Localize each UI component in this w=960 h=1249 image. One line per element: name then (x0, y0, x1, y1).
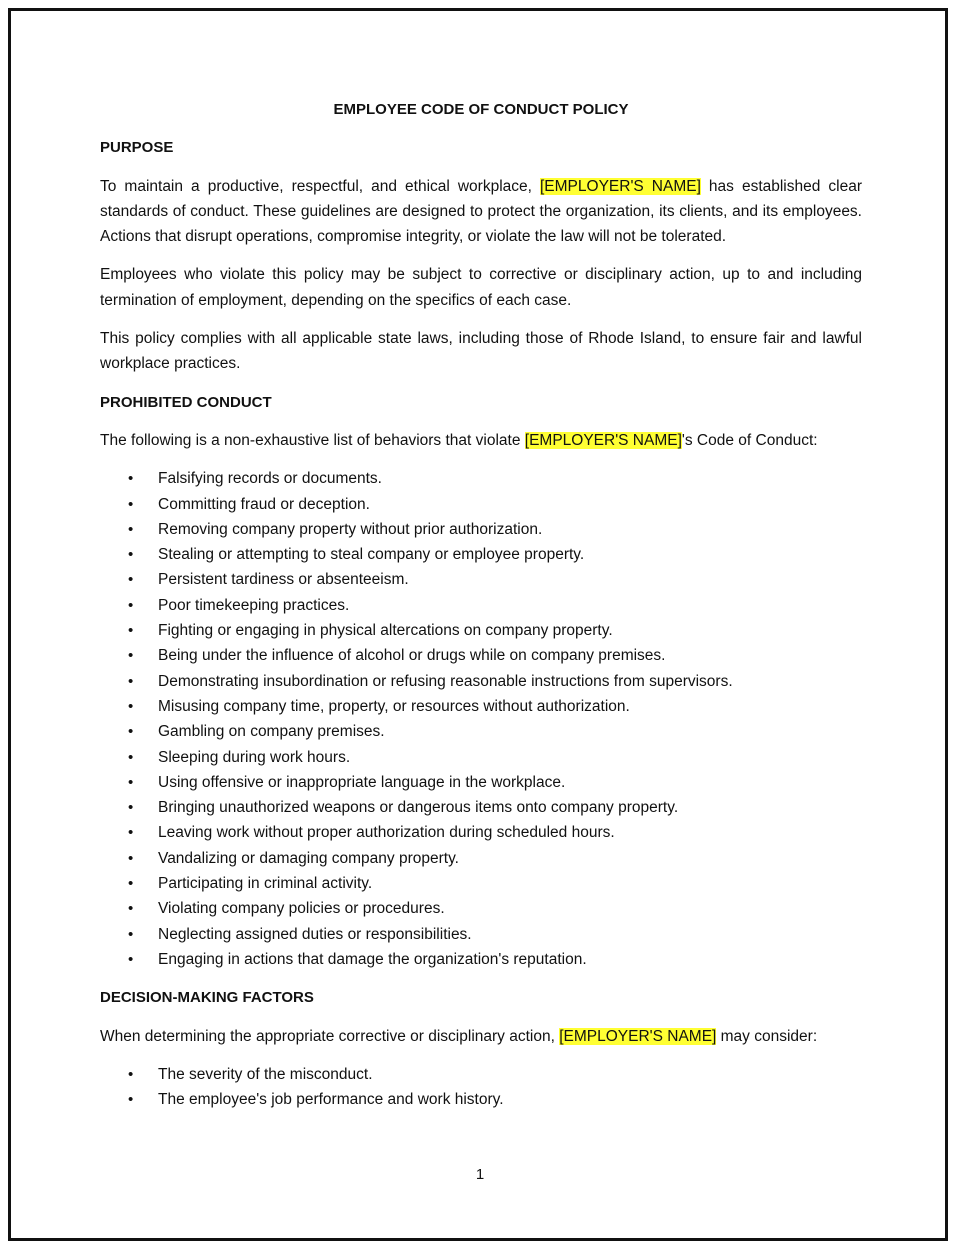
list-item-text: The employee's job performance and work history. (158, 1091, 504, 1109)
employer-name-placeholder: [EMPLOYER'S NAME] (524, 431, 682, 449)
list-item-text: Falsifying records or documents. (158, 470, 382, 488)
document-body (100, 97, 862, 1125)
list-item (100, 719, 862, 744)
bullet-icon: • (128, 925, 134, 943)
bullet-icon: • (128, 950, 134, 968)
bullet-icon: • (128, 723, 134, 741)
list-item-text: Neglecting assigned duties or responsibilities. (158, 925, 472, 943)
list-item (100, 922, 862, 947)
bullet-icon: • (128, 900, 134, 918)
purpose-heading: PURPOSE (100, 139, 174, 157)
text-segment: 's Code of Conduct: (681, 431, 818, 449)
list-item (100, 820, 862, 845)
list-item-text: Violating company policies or procedures. (158, 900, 445, 918)
list-item-text: Committing fraud or deception. (158, 495, 370, 513)
list-item-text: Participating in criminal activity. (158, 875, 373, 893)
employer-name-placeholder: [EMPLOYER'S NAME] (559, 1027, 717, 1045)
bullet-icon: • (128, 1091, 134, 1109)
list-item-text: Sleeping during work hours. (158, 748, 351, 766)
list-item-text: Bringing unauthorized weapons or dangerous items onto company property. (158, 799, 679, 817)
list-item-text: Demonstrating insubordination or refusing reasonable instructions from supervisors. (158, 672, 733, 690)
bullet-icon: • (128, 849, 134, 867)
bullet-icon: • (128, 799, 134, 817)
bullet-icon: • (128, 571, 134, 589)
list-item (100, 871, 862, 896)
list-item (100, 618, 862, 643)
list-item-text: Being under the influence of alcohol or drugs while on company premises. (158, 647, 666, 665)
list-item (100, 466, 862, 491)
list-item-text: The severity of the misconduct. (158, 1065, 373, 1083)
bullet-icon: • (128, 622, 134, 640)
list-item-text: Fighting or engaging in physical altercations on company property. (158, 622, 613, 640)
bullet-icon: • (128, 824, 134, 842)
list-item-text: Persistent tardiness or absenteeism. (158, 571, 409, 589)
list-item (100, 593, 862, 618)
document-title: EMPLOYEE CODE OF CONDUCT POLICY (333, 101, 629, 118)
bullet-icon: • (128, 647, 134, 665)
bullet-icon: • (128, 546, 134, 564)
list-item-text: Misusing company time, property, or resources without authorization. (158, 697, 630, 715)
text-segment: may consider: (716, 1027, 818, 1045)
list-item (100, 846, 862, 871)
bullet-icon: • (128, 875, 134, 893)
text-segment: To maintain a productive, respectful, and ethical workplace, (100, 177, 540, 195)
purpose-paragraph-2: Employees who violate this policy may be subject to corrective or disciplinary action, up to and including termination of employment, depending on the specifics of each case. (100, 266, 862, 309)
prohibited-conduct-intro (100, 428, 862, 453)
list-item (100, 643, 862, 668)
list-item (100, 745, 862, 770)
bullet-icon: • (128, 1065, 134, 1083)
bullet-icon: • (128, 520, 134, 538)
page-number: 1 (475, 1166, 485, 1183)
prohibited-conduct-list (100, 466, 862, 972)
list-item (100, 1087, 862, 1112)
bullet-icon: • (128, 773, 134, 791)
bullet-icon: • (128, 495, 134, 513)
decision-factors-intro (100, 1024, 862, 1049)
list-item (100, 567, 862, 592)
list-item-text: Gambling on company premises. (158, 723, 385, 741)
list-item (100, 770, 862, 795)
list-item (100, 542, 862, 567)
bullet-icon: • (128, 697, 134, 715)
list-item-text: Removing company property without prior authorization. (158, 520, 543, 538)
list-item-text: Poor timekeeping practices. (158, 596, 350, 614)
list-item-text: Leaving work without proper authorization during scheduled hours. (158, 824, 615, 842)
list-item-text: Stealing or attempting to steal company or employee property. (158, 546, 585, 564)
list-item (100, 669, 862, 694)
purpose-paragraph-3: This policy complies with all applicable state laws, including those of Rhode Island, to ensure fair and lawful workplace practices. (100, 330, 862, 373)
text-segment: When determining the appropriate corrective or disciplinary action, (100, 1027, 560, 1045)
list-item (100, 492, 862, 517)
list-item (100, 947, 862, 972)
list-item (100, 517, 862, 542)
list-item (100, 896, 862, 921)
bullet-icon: • (128, 672, 134, 690)
list-item (100, 694, 862, 719)
bullet-icon: • (128, 596, 134, 614)
list-item-text: Engaging in actions that damage the organization's reputation. (158, 950, 587, 968)
prohibited-conduct-heading: PROHIBITED CONDUCT (100, 393, 272, 411)
purpose-paragraph-1 (100, 174, 862, 250)
text-segment: has established clear standards of conduct. These guidelines are designed to protect the organization, its clients, and its employees. Actions that disrupt operations, compromise integrity, or violate the law will not be tolerated. (100, 177, 863, 246)
text-segment: The following is a non-exhaustive list of behaviors that violate (100, 431, 525, 449)
list-item-text: Using offensive or inappropriate language in the workplace. (158, 773, 566, 791)
bullet-icon: • (128, 748, 134, 766)
decision-factors-heading: DECISION-MAKING FACTORS (100, 989, 314, 1007)
list-item-text: Vandalizing or damaging company property. (158, 849, 459, 867)
employer-name-placeholder: [EMPLOYER'S NAME] (540, 177, 701, 195)
list-item (100, 1062, 862, 1087)
decision-factors-list (100, 1062, 862, 1113)
list-item (100, 795, 862, 820)
bullet-icon: • (128, 470, 134, 488)
